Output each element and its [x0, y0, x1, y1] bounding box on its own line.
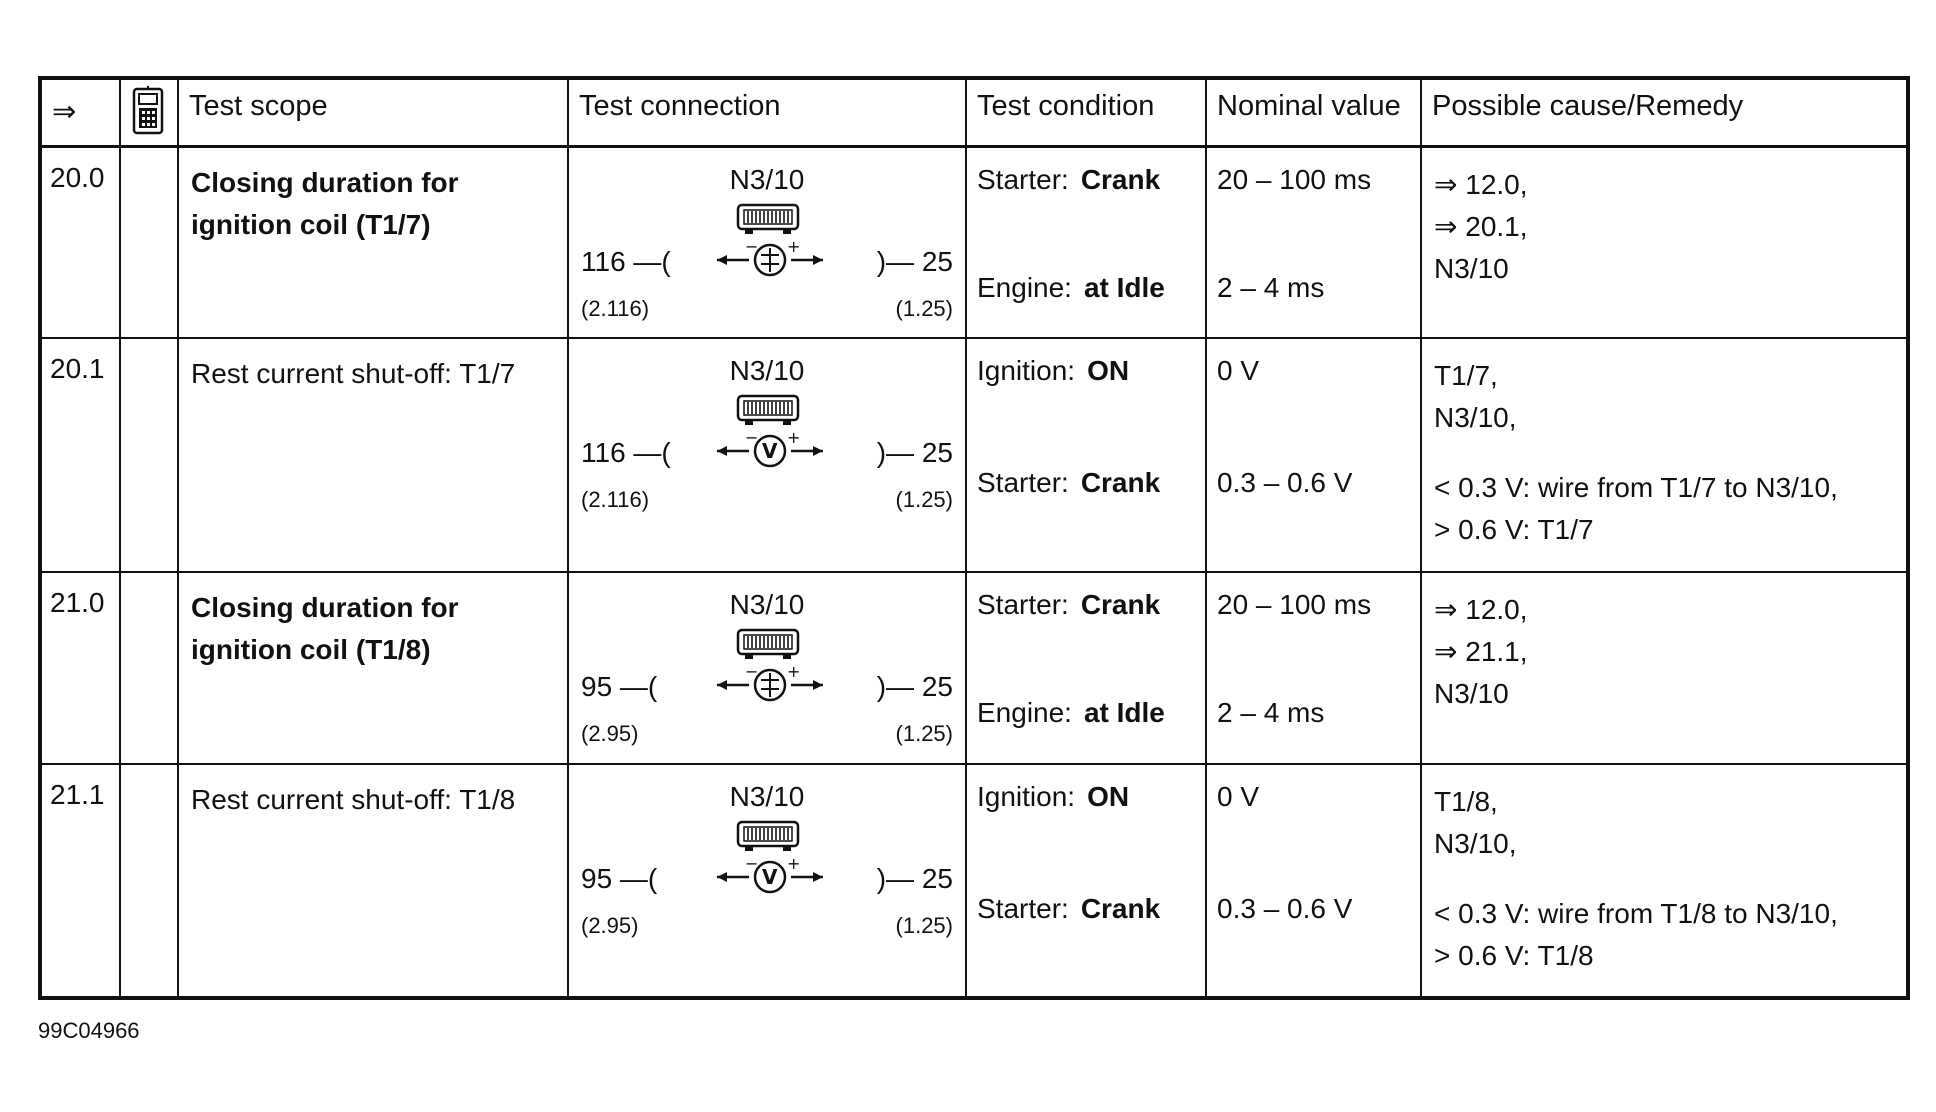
nominal-value-1: 20 – 100 ms — [1217, 163, 1372, 195]
svg-text:+: + — [787, 431, 801, 447]
condition-cell — [966, 572, 1206, 764]
svg-text:−: − — [745, 665, 759, 681]
left-pin-sub: (2.95) — [581, 721, 639, 746]
hand-held-tester-icon — [131, 86, 165, 136]
table-row — [40, 764, 1908, 998]
right-pin-sub: (1.25) — [895, 721, 953, 746]
right-pin: )— 25 — [876, 437, 953, 468]
scope-cell — [178, 764, 568, 998]
tester-cell — [120, 338, 178, 572]
header-possible-cause: Possible cause/Remedy — [1421, 78, 1908, 146]
remedy-lines-1 — [1434, 781, 1517, 865]
remedy-line: ⇒ 12.0, — [1434, 168, 1528, 200]
module-label: N3/10 — [729, 589, 805, 620]
condition-2: Starter: Crank — [977, 467, 1161, 498]
step-cell — [40, 338, 120, 572]
dwell-meter-icon — [715, 665, 825, 705]
condition-1: Ignition: ON — [977, 781, 1130, 812]
right-pin-sub: (1.25) — [895, 913, 953, 938]
svg-text:−: − — [745, 857, 759, 873]
left-pin-sub: (2.116) — [581, 295, 650, 321]
header-test-connection: Test connection — [568, 78, 966, 146]
svg-text:+: + — [787, 857, 801, 873]
remedy-line: T1/8, — [1434, 786, 1498, 817]
remedy-lines-2 — [1434, 893, 1838, 977]
nominal-cell — [1206, 338, 1421, 572]
connection-cell — [568, 146, 966, 338]
right-pin-sub: (1.25) — [895, 487, 953, 512]
control-module-icon — [735, 393, 801, 429]
connection-cell — [568, 764, 966, 998]
scope-cell — [178, 338, 568, 572]
step-cell — [40, 572, 120, 764]
remedy-line: T1/7, — [1434, 360, 1498, 391]
step-cell — [40, 764, 120, 998]
header-test-scope: Test scope — [178, 78, 568, 146]
svg-text:−: − — [745, 431, 759, 447]
remedy-cell — [1421, 572, 1908, 764]
remedy-cell — [1421, 146, 1908, 338]
right-pin: )— 25 — [876, 671, 953, 702]
remedy-line: < 0.3 V: wire from T1/8 to N3/10, — [1434, 898, 1838, 929]
remedy-line: > 0.6 V: T1/7 — [1434, 514, 1594, 545]
left-pin: 116 —( — [581, 245, 671, 277]
voltmeter-icon — [715, 857, 825, 897]
module-label: N3/10 — [729, 781, 805, 812]
test-scope: Rest current shut-off: T1/7 — [191, 358, 516, 389]
nominal-cell — [1206, 146, 1421, 338]
tester-cell — [120, 572, 178, 764]
nominal-value-2: 0.3 – 0.6 V — [1217, 893, 1353, 924]
left-pin: 95 —( — [581, 671, 658, 702]
remedy-lines-2 — [1434, 467, 1838, 551]
table-row — [40, 146, 1908, 338]
control-module-icon — [735, 627, 801, 663]
connection-cell — [568, 572, 966, 764]
remedy-line: N3/10, — [1434, 402, 1517, 433]
condition-cell — [966, 146, 1206, 338]
remedy-lines-1 — [1434, 355, 1517, 439]
nominal-value-2: 2 – 4 ms — [1217, 271, 1325, 303]
condition-cell — [966, 338, 1206, 572]
voltmeter-icon — [715, 431, 825, 471]
connection-cell — [568, 338, 966, 572]
remedy-line: ⇒ 20.1, — [1434, 210, 1528, 242]
step-number: 20.1 — [50, 353, 105, 384]
svg-text:V: V — [762, 439, 778, 463]
header-row — [40, 78, 1908, 146]
test-table — [38, 76, 1910, 1000]
remedy-line: N3/10 — [1434, 678, 1509, 709]
svg-text:+: + — [787, 665, 801, 681]
tester-cell — [120, 764, 178, 998]
test-scope: Closing duration for ignition coil (T1/8) — [191, 592, 459, 665]
step-number: 20.0 — [50, 161, 105, 193]
header-nominal-value: Nominal value — [1206, 78, 1421, 146]
scope-cell — [178, 146, 568, 338]
step-number: 21.1 — [50, 779, 105, 810]
condition-2: Starter: Crank — [977, 893, 1161, 924]
svg-text:V: V — [762, 865, 778, 889]
step-number: 21.0 — [50, 587, 105, 618]
remedy-line: > 0.6 V: T1/8 — [1434, 940, 1594, 971]
nominal-value-1: 20 – 100 ms — [1217, 589, 1372, 620]
remedy-line: N3/10, — [1434, 828, 1517, 859]
nominal-cell — [1206, 572, 1421, 764]
left-pin-sub: (2.95) — [581, 913, 639, 938]
condition-2: Engine: at Idle — [977, 271, 1165, 303]
condition-1: Starter: Crank — [977, 589, 1161, 620]
figure-id: 99C04966 — [38, 1018, 140, 1043]
nominal-value-1: 0 V — [1217, 781, 1260, 812]
table-row — [40, 572, 1908, 764]
svg-text:+: + — [787, 239, 801, 256]
step-cell — [40, 146, 120, 338]
remedy-cell — [1421, 338, 1908, 572]
test-scope: Closing duration for ignition coil (T1/7) — [191, 166, 459, 240]
right-pin-sub: (1.25) — [895, 295, 953, 321]
control-module-icon — [735, 819, 801, 855]
condition-1: Ignition: ON — [977, 355, 1130, 386]
right-pin: )— 25 — [876, 863, 953, 894]
condition-2: Engine: at Idle — [977, 697, 1165, 728]
left-pin: 116 —( — [581, 437, 671, 468]
nominal-value-1: 0 V — [1217, 355, 1260, 386]
remedy-lines-1 — [1434, 164, 1528, 290]
condition-1: Starter: Crank — [977, 163, 1161, 195]
control-module-icon — [735, 202, 801, 238]
header-tester — [120, 78, 178, 146]
remedy-line: ⇒ 12.0, — [1434, 594, 1528, 625]
nominal-value-2: 0.3 – 0.6 V — [1217, 467, 1353, 498]
left-pin-sub: (2.116) — [581, 487, 650, 512]
remedy-cell — [1421, 764, 1908, 998]
scope-cell — [178, 572, 568, 764]
svg-text:−: − — [745, 239, 759, 256]
nominal-value-2: 2 – 4 ms — [1217, 697, 1325, 728]
nominal-cell — [1206, 764, 1421, 998]
left-pin: 95 —( — [581, 863, 658, 894]
test-scope: Rest current shut-off: T1/8 — [191, 784, 516, 815]
condition-cell — [966, 764, 1206, 998]
remedy-lines-1 — [1434, 589, 1528, 715]
module-label: N3/10 — [729, 163, 805, 195]
dwell-meter-icon — [715, 240, 825, 280]
right-pin: )— 25 — [876, 245, 953, 277]
module-label: N3/10 — [729, 355, 805, 386]
remedy-line: N3/10 — [1434, 252, 1509, 284]
remedy-line: < 0.3 V: wire from T1/7 to N3/10, — [1434, 472, 1838, 503]
remedy-line: ⇒ 21.1, — [1434, 636, 1528, 667]
header-test-condition: Test condition — [966, 78, 1206, 146]
tester-cell — [120, 146, 178, 338]
table-row — [40, 338, 1908, 572]
header-arrow: ⇒ — [40, 78, 120, 146]
